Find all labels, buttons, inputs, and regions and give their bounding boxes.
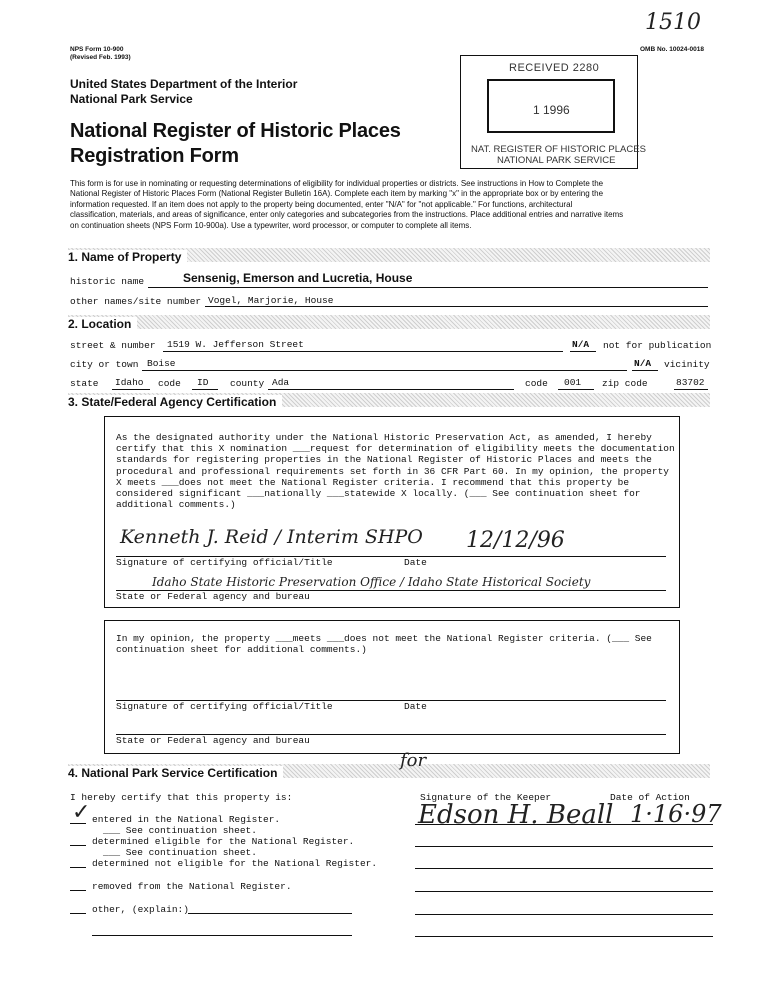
stamp-received: RECEIVED 2280 [509, 62, 600, 74]
vicinity-label: vicinity [664, 359, 710, 370]
action-date-label: Date of Action [610, 792, 690, 803]
historic-name-label: historic name [70, 276, 145, 287]
street-value[interactable]: 1519 W. Jefferson Street [167, 339, 304, 350]
form-number: NPS Form 10-900 [70, 46, 124, 53]
keeper-line-3 [415, 868, 713, 869]
vicinity-value[interactable]: N/A [634, 358, 652, 369]
section-4-header [68, 764, 710, 778]
nps-intro: I hereby certify that this property is: [70, 792, 293, 803]
vicinity-line [632, 370, 658, 371]
received-stamp [460, 55, 646, 169]
cert-line: procedural and professional requirements set forth in 36 CFR Part 60. In my opinion, the property [116, 465, 669, 477]
intro-line: National Register of Historic Places Form (National Register Bulletin 16A). Complete each item by marking "x" in the appropriate box or by entering the [70, 189, 604, 199]
check-mark: ✓ [72, 800, 91, 825]
option-removed: removed from the National Register. [92, 881, 292, 892]
checkbox-eligible[interactable] [70, 845, 86, 846]
keeper-signature-label: Signature of the Keeper [420, 792, 552, 803]
stamp-line-2: NATIONAL PARK SERVICE [497, 155, 616, 166]
omb-number: OMB No. 10024-0018 [640, 46, 704, 53]
keeper-line-5 [415, 914, 713, 915]
option-entered-continuation: ___ See continuation sheet. [103, 825, 257, 836]
cert-line: considered significant ___nationally ___statewide X locally. (___ See continuation sheet for [116, 488, 641, 500]
stamp-line-1: NAT. REGISTER OF HISTORIC PLACES [471, 144, 646, 155]
section-1-header [68, 248, 710, 262]
page-title: National Register of Historic Places [70, 120, 401, 142]
county-code-line [558, 389, 594, 390]
street-label: street & number [70, 340, 156, 351]
option-eligible: determined eligible for the National Register. [92, 836, 355, 847]
state-signature-date: 12/12/96 [466, 528, 565, 553]
city-value[interactable]: Boise [147, 358, 176, 369]
county-label: county [230, 378, 265, 389]
street-line [163, 351, 563, 352]
keeper-line-4 [415, 891, 713, 892]
code-label: code [158, 378, 181, 389]
other-explain-line[interactable] [188, 913, 352, 914]
intro-line: information requested. If an item does not apply to the property being documented, enter "N/A" for "not applicable." For functions, architectural [70, 199, 573, 209]
section-2-title: 2. Location [68, 317, 137, 331]
historic-name-line [148, 287, 708, 288]
other-names-value[interactable]: Vogel, Marjorie, House [208, 295, 334, 306]
certification-text [116, 432, 676, 510]
section-3-header [68, 393, 710, 407]
intro-line: classification, materials, and areas of significance, enter only categories and subcategories from the instructions. Place additional entries and narrative items [70, 210, 624, 220]
section-3-title: 3. State/Federal Agency Certification [68, 395, 282, 409]
code-value[interactable]: ID [197, 377, 209, 388]
cert-line: certify that this X nomination ___request for determination of eligibility meets the documentation [116, 443, 675, 455]
checkbox-removed[interactable] [70, 890, 86, 891]
department: United States Department of the Interior [70, 77, 298, 91]
state-date-label: Date [404, 557, 427, 568]
other-names-label: other names/site number [70, 296, 202, 307]
cert-line: standards for registering properties in the National Register of Historic Places and meets the [116, 454, 652, 466]
opinion-signature-label: Signature of certifying official/Title [116, 701, 333, 712]
cert-line: X meets ___does not meet the National Register criteria. I recommend that this property be [116, 476, 630, 488]
intro-line: on continuation sheets (NPS Form 10-900a). Use a typewriter, word processor, or computer to complete all items. [70, 220, 472, 230]
county-code-label: code [525, 378, 548, 389]
other-explain-line-2[interactable] [92, 935, 352, 936]
county-value[interactable]: Ada [272, 377, 290, 388]
zip-line [674, 389, 708, 390]
option-other: other, (explain:) [92, 904, 189, 915]
option-entered: entered in the National Register. [92, 814, 281, 825]
stamp-inner-box [487, 79, 615, 133]
state-signature: Kenneth J. Reid / Interim SHPO [120, 526, 423, 548]
code-line [192, 389, 218, 390]
cert-line: As the designated authority under the National Historic Preservation Act, as amended, I hereby [116, 432, 652, 443]
action-date-handwritten: 1·16·97 [630, 800, 722, 828]
historic-name-value[interactable]: Sensenig, Emerson and Lucretia, House [183, 271, 413, 285]
city-label: city or town [70, 359, 139, 370]
nfp-label: not for publication [603, 340, 712, 351]
opinion-line: In my opinion, the property ___meets ___does not meet the National Register criteria. (___ See [116, 633, 652, 644]
state-value[interactable]: Idaho [115, 377, 144, 388]
option-eligible-continuation: ___ See continuation sheet. [103, 847, 257, 858]
opinion-line: continuation sheet for additional comments.) [116, 644, 367, 656]
handwritten-number: 1510 [645, 10, 701, 35]
section-1-title: 1. Name of Property [68, 250, 187, 264]
county-code-value[interactable]: 001 [564, 377, 582, 388]
city-line [142, 370, 627, 371]
section-4-title: 4. National Park Service Certification [68, 766, 283, 780]
checkbox-other[interactable] [70, 913, 86, 914]
option-not-eligible: determined not eligible for the National Register. [92, 858, 378, 869]
opinion-date-label: Date [404, 701, 427, 712]
page-subtitle: Registration Form [70, 145, 239, 167]
keeper-for-handwritten: for [400, 750, 427, 771]
keeper-line-1 [415, 824, 713, 825]
keeper-line-2 [415, 846, 713, 847]
keeper-line-6 [415, 936, 713, 937]
checkbox-not-eligible[interactable] [70, 867, 86, 868]
state-signature-label: Signature of certifying official/Title [116, 557, 333, 568]
nfp-line [570, 351, 596, 352]
stamp-date: 1 1996 [533, 103, 570, 117]
opinion-text [116, 633, 676, 655]
state-label: state [70, 378, 99, 389]
intro-paragraph [70, 179, 710, 231]
county-line [268, 389, 514, 390]
intro-line: This form is for use in nominating or requesting determinations of eligibility for individual properties or districts. See instructions in How to Complete the [70, 179, 604, 188]
state-agency-label: State or Federal agency and bureau [116, 591, 310, 602]
section-2-header [68, 315, 710, 329]
service: National Park Service [70, 92, 193, 106]
keeper-signature: Edson H. Beall [418, 800, 614, 830]
nfp-value[interactable]: N/A [572, 339, 590, 350]
state-line [112, 389, 150, 390]
state-agency-handwritten: Idaho State Historic Preservation Office / Idaho State Historical Society [152, 575, 591, 589]
checkbox-entered[interactable] [70, 823, 86, 824]
zip-value[interactable]: 83702 [676, 377, 705, 388]
zip-label: zip code [602, 378, 648, 389]
opinion-agency-label: State or Federal agency and bureau [116, 735, 310, 746]
cert-line: additional comments.) [116, 499, 236, 511]
form-revised: (Revised Feb. 1993) [70, 54, 131, 61]
